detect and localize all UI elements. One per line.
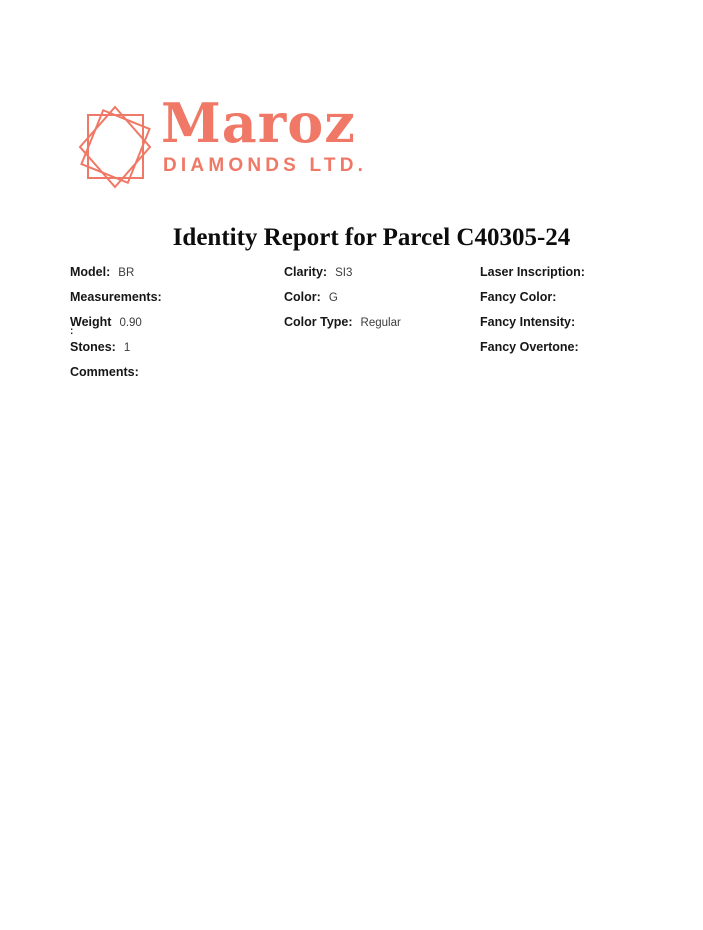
- field-weight-wrapped-colon: :: [70, 326, 74, 337]
- brand-name: Maroz: [161, 91, 356, 155]
- field-fancy-overtone: [480, 341, 587, 354]
- brand-text-block: [161, 91, 368, 176]
- field-color-type-value: Regular: [360, 317, 401, 329]
- field-fancy-intensity: [480, 316, 583, 329]
- field-measurements-label: Measurements:: [70, 290, 162, 304]
- field-color: [284, 291, 338, 304]
- field-weight-value: 0.90: [119, 317, 142, 329]
- field-color-value: G: [328, 292, 338, 304]
- field-fancy-color: [480, 291, 564, 304]
- field-weight-label: Weight: [70, 315, 112, 329]
- field-clarity: [284, 266, 352, 279]
- field-clarity-label: Clarity:: [284, 265, 328, 279]
- field-color-type-label: Color Type:: [284, 315, 353, 329]
- field-stones-label: Stones:: [70, 340, 116, 354]
- field-clarity-value: SI3: [335, 267, 353, 279]
- field-weight: [70, 316, 142, 329]
- page-title: Identity Report for Parcel C40305-24: [172, 224, 571, 251]
- field-measurements: [70, 291, 170, 304]
- field-laser-inscription: [480, 266, 593, 279]
- field-comments-label: Comments:: [70, 365, 139, 379]
- field-color-label: Color:: [284, 290, 321, 304]
- field-color-type: [284, 316, 401, 329]
- brand-subtitle: DIAMONDS LTD.: [163, 155, 368, 176]
- field-comments: [70, 366, 147, 379]
- field-laser-inscription-label: Laser Inscription:: [480, 265, 585, 279]
- maroz-star-logo-icon: [78, 97, 152, 189]
- field-fancy-color-label: Fancy Color:: [480, 290, 557, 304]
- field-stones-value: 1: [123, 342, 131, 354]
- field-model-value: BR: [118, 267, 135, 279]
- field-model: [70, 266, 134, 279]
- field-fancy-intensity-label: Fancy Intensity:: [480, 315, 576, 329]
- field-stones: [70, 341, 130, 354]
- field-fancy-overtone-label: Fancy Overtone:: [480, 340, 579, 354]
- field-model-label: Model:: [70, 265, 111, 279]
